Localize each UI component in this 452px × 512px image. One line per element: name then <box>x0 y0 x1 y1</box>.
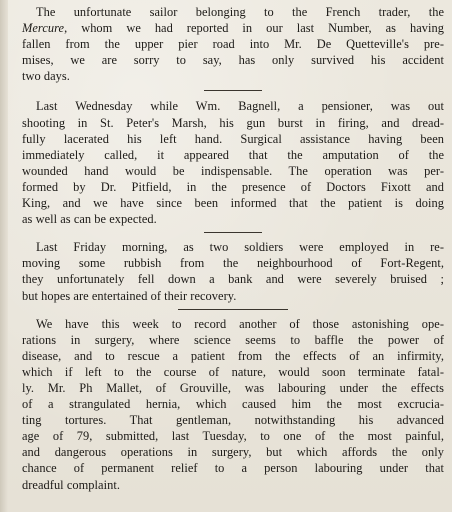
paragraph-line: disease, and to rescue a patient from the effects of an infirmity, <box>22 348 444 363</box>
paragraph-line: they unfortunately fell down a bank and were severely bruised ; <box>22 272 444 287</box>
paragraph-line: immediately called, it appeared that the amputation of the <box>22 147 444 162</box>
paragraph-line: chance of permanent relief to a person labouring under that <box>22 461 444 476</box>
paragraph-line: ting tortures. That gentleman, notwithstanding his advanced <box>22 413 444 428</box>
paragraph-line: Mercure, whom we had reported in our last Number, as having <box>22 21 444 36</box>
section-divider <box>178 309 288 310</box>
paragraph-line: dreadful complaint. <box>22 477 120 492</box>
paragraph-line: of a strangulated hernia, which caused him the most excrucia- <box>22 397 444 412</box>
paragraph-line: age of 79, submitted, last Tuesday, to one of the most painful, <box>22 429 444 444</box>
paragraph-line: wounded hand would be indispensable. The operation was per- <box>22 163 444 178</box>
section-divider <box>204 232 262 233</box>
paragraph-line: mises, we are sorry to say, has only survived his accident <box>22 53 444 68</box>
article-paragraph-sailor <box>22 4 444 84</box>
paragraph-line: King, and we have since been informed that the patient is doing <box>22 196 444 211</box>
page-gutter <box>0 0 8 512</box>
paragraph-line: formed by Dr. Pitfield, in the presence of Doctors Fixott and <box>22 179 444 194</box>
paragraph-line: as well as can be expected. <box>22 212 157 227</box>
article-paragraph-bagnell <box>22 98 444 227</box>
ship-name: Mercure <box>22 21 65 36</box>
section-divider <box>204 90 262 91</box>
paragraph-line: which if left to the course of nature, would soon terminate fatal- <box>22 364 444 379</box>
paragraph-line: shooting in St. Peter's Marsh, his gun burst in firing, and dread- <box>22 115 444 130</box>
paragraph-line: and dangerous operations in surgery, but which affords the only <box>22 445 444 460</box>
paragraph-line: rations in surgery, where science seems to baffle the power of <box>22 332 444 347</box>
paragraph-line: ly. Mr. Ph Mallet, of Grouville, was labouring under the effects <box>22 380 444 395</box>
paragraph-line: The unfortunate sailor belonging to the French trader, the <box>36 5 444 19</box>
paragraph-line: two days. <box>22 69 70 84</box>
paragraph-line: Last Friday morning, as two soldiers were employed in re- <box>36 240 444 255</box>
paragraph-line: but hopes are entertained of their recovery. <box>22 288 237 303</box>
article-paragraph-mallet <box>22 316 444 493</box>
article-paragraph-soldiers <box>22 239 444 303</box>
paragraph-line: fully lacerated his left hand. Surgical assistance having been <box>22 131 444 146</box>
paragraph-line: moving some rubbish from the neighbourhood of Fort-Regent, <box>22 256 444 271</box>
paragraph-line: We have this week to record another of those astonishing ope- <box>36 316 444 331</box>
paragraph-line: Last Wednesday while Wm. Bagnell, a pensioner, was out <box>36 99 444 114</box>
paragraph-line: fallen from the upper pier road into Mr. De Quetteville's pre- <box>22 37 444 52</box>
